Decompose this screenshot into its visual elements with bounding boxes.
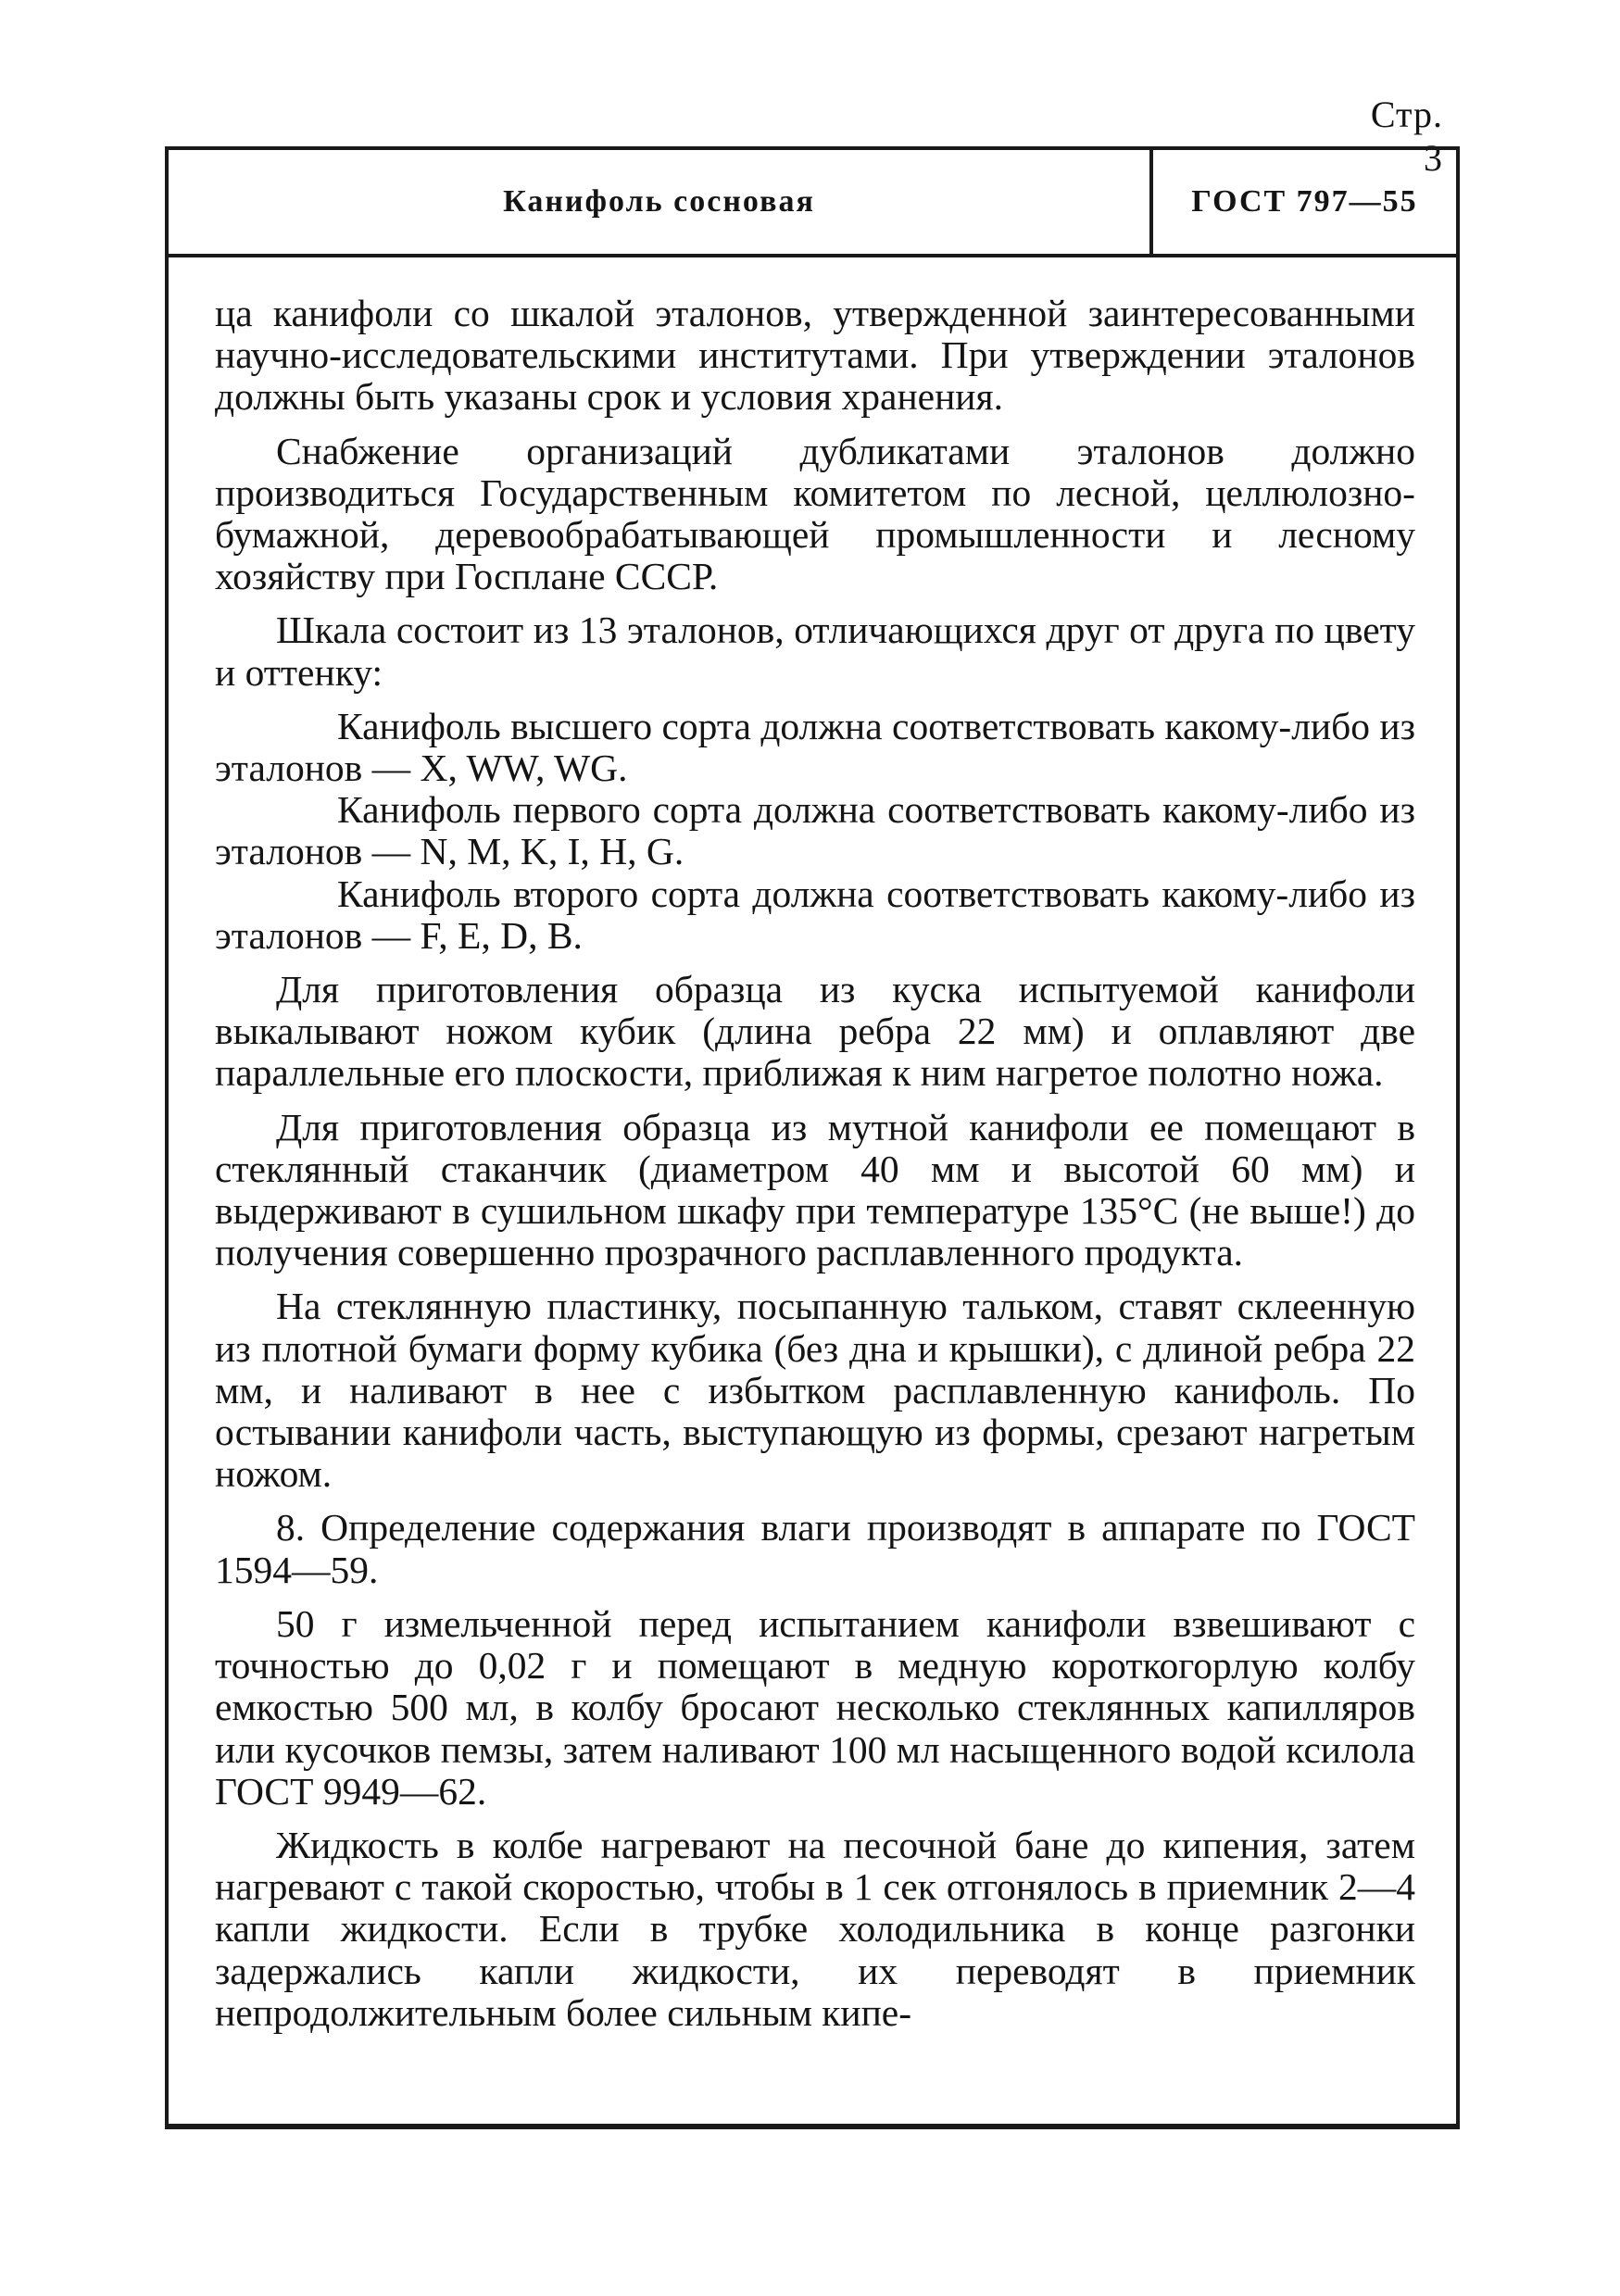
- paragraph: Для приготовления образца из мутной канифоли ее помещают в стеклянный стаканчик (диаметром 40 мм и высотой 60 мм) и выдерживают в сушильном шкафу при температуре 135°С (не выше!) до получения совершенно прозрачного расплавленного продукта.: [215, 1105, 1415, 1274]
- paragraph: Шкала состоит из 13 эталонов, отличающихся друг от друга по цвету и оттенку:: [215, 609, 1415, 694]
- paragraph: 50 г измельченной перед испытанием канифоли взвешивают с точностью до 0,02 г и помещают в медную короткогорлую колбу емкостью 500 мл, в колбу бросают несколько стеклянных капилляров или кусочков пемзы, затем наливают 100 мл насыщенного водой ксилола ГОСТ 9949—62.: [215, 1601, 1415, 1813]
- header-separator: [165, 254, 1460, 257]
- grade-requirement: Канифоль высшего сорта должна соответствовать какому-либо из эталонов — X, WW, WG.: [215, 704, 1415, 790]
- grade-requirement: Канифоль второго сорта должна соответствовать какому-либо из эталонов — F, E, D, B.: [215, 872, 1415, 957]
- paragraph: Снабжение организаций дубликатами эталонов должно производиться Государственным комитетом по лесной, целлюлозно-бумажной, деревообрабатывающей промышленности и лесному хозяйству при Госплане СССР.: [215, 429, 1415, 598]
- paragraph: ца канифоли со шкалой эталонов, утвержденной заинтересованными научно-исследовательскими институтами. При утверждении эталонов должны быть указаны срок и условия хранения.: [215, 292, 1415, 419]
- section-paragraph: 8. Определение содержания влаги производят в аппарате по ГОСТ 1594—59.: [215, 1506, 1415, 1591]
- page-number: Стр. 3: [1370, 94, 1443, 179]
- grade-requirement: Канифоль первого сорта должна соответствовать какому-либо из эталонов — N, M, K, I, H, G.: [215, 788, 1415, 873]
- document-title: Канифоль сосновая: [503, 184, 815, 219]
- paragraph: Для приготовления образца из куска испытуемой канифоли выкалывают ножом кубик (длина ребра 22 мм) и оплавляют две параллельные его плоскости, приближая к ним нагретое полотно ножа.: [215, 968, 1415, 1095]
- body-text: [215, 293, 1415, 2034]
- paragraph: На стеклянную пластинку, посыпанную тальком, ставят склеенную из плотной бумаги форму кубика (без дна и крышки), с длиной ребра 22 мм, и наливают в нее с избытком расплавленную канифоль. По остывании канифоли часть, выступающую из формы, срезают нагретым ножом.: [215, 1285, 1415, 1496]
- standard-number: ГОСТ 797—55: [1191, 184, 1418, 219]
- paragraph: Жидкость в колбе нагревают на песочной бане до кипения, затем нагревают с такой скоростью, чтобы в 1 сек отгонялось в приемник 2—4 капли жидкости. Если в трубке холодильника в конце разгонки задержались капли жидкости, их переводят в приемник непродолжительным более сильным кипе-: [215, 1823, 1415, 2034]
